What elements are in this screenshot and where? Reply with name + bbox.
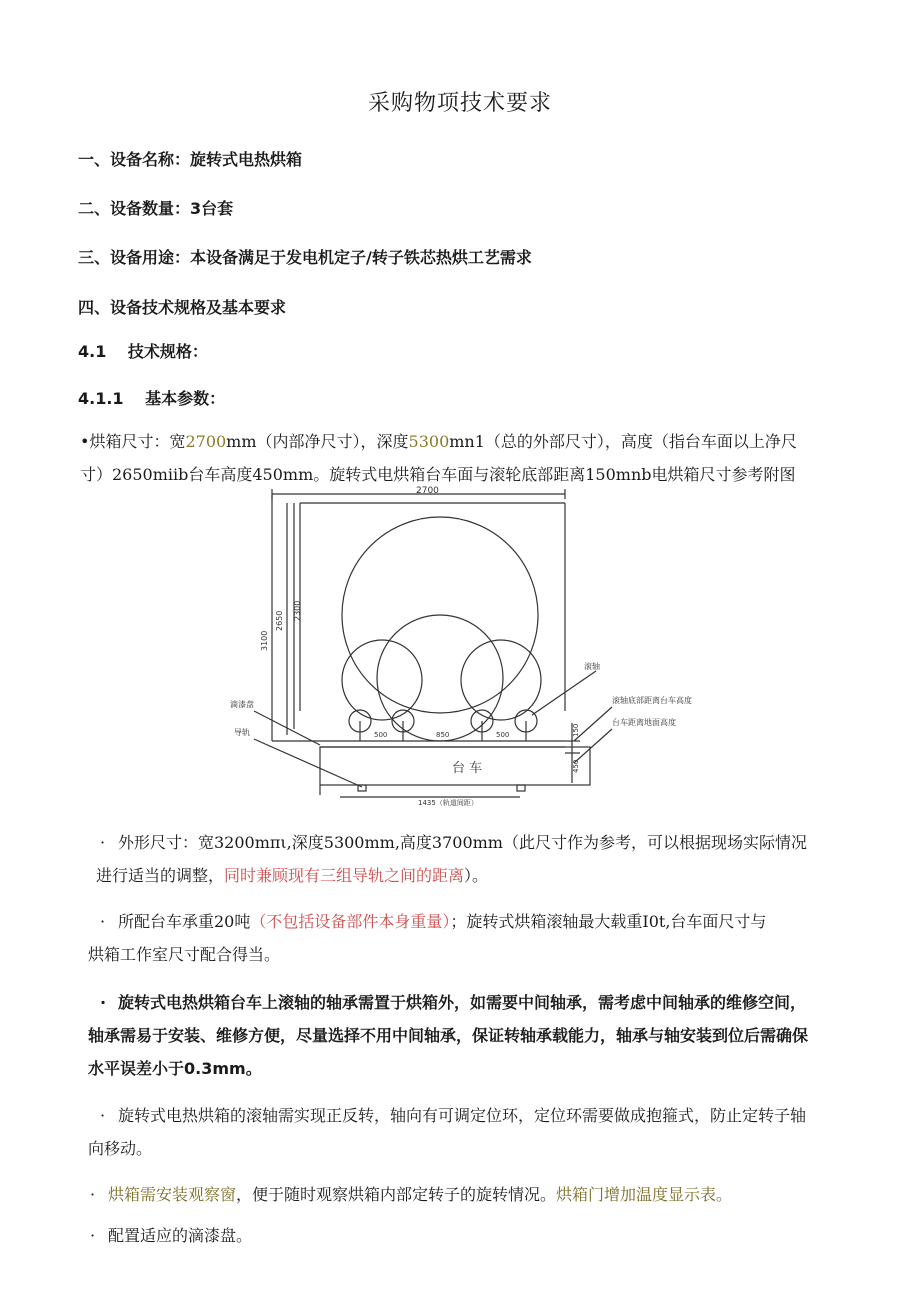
dim-850: 850 [436, 731, 450, 739]
paragraph-roller-rotation [88, 1099, 858, 1165]
bullet: · [100, 833, 106, 852]
bullet: · [90, 1185, 96, 1204]
page-title: 采购物项技术要求 [367, 91, 552, 116]
dim-height-2650: 2650 [275, 610, 284, 631]
highlight-text: 同时兼顾现有三组导轨之间的距离 [224, 866, 465, 885]
dim-500-right: 500 [496, 731, 510, 739]
paragraph-oven-size [80, 425, 850, 491]
section-device-qty: 二、设备数量：3台套 [78, 199, 234, 218]
paragraph-outer-size [88, 826, 858, 892]
label-drip-tray: 滴漆盘 [230, 700, 254, 709]
text: 烘箱工作室尺寸配合得当。 [88, 945, 281, 964]
section-4-1: 4.1 技术规格： [78, 342, 208, 361]
dim-width-label: 2700 [416, 486, 439, 496]
oven-dimension-figure [220, 483, 692, 808]
dim-height-2300: 2300 [293, 600, 302, 621]
section-device-name: 一、设备名称：旋转式电热烘箱 [78, 150, 303, 169]
paragraph-window [78, 1178, 858, 1211]
text: •烘箱尺寸：宽 [80, 432, 186, 451]
text: ，便于随时观察烘箱内部定转子的旋转情况。 [236, 1185, 557, 1204]
bullet: · [100, 1106, 106, 1125]
bullet: · [90, 1226, 96, 1245]
text: mm（内部净尺寸），深度 [226, 432, 409, 451]
text: 向移动。 [88, 1139, 153, 1158]
label-car-height: 台车距离地面高度 [612, 718, 676, 727]
text: ；旋转式烘箱滚轴最大载重I0t,台车面尺寸与 [450, 912, 767, 931]
text: 配置适应的滴漆盘。 [108, 1226, 253, 1245]
dim-rail-gauge: 1435（轨道间距） [418, 799, 478, 807]
label-rail: 导轨 [234, 728, 250, 737]
text: 轴承需易于安装、维修方便，尽量选择不用中间轴承，保证转轴承载能力，轴承与轴安装到位后需确保 [88, 1026, 809, 1045]
text: 水平误差小于0.3mm。 [88, 1059, 262, 1078]
bullet: · [100, 993, 107, 1012]
label-roller-height: 滚轴底部距离台车高度 [612, 696, 692, 705]
paragraph-drip-tray [78, 1219, 858, 1252]
highlight-text: 烘箱需安装观察窗 [108, 1185, 237, 1204]
text: 所配台车承重20吨 [118, 912, 251, 931]
bullet: · [100, 912, 106, 931]
dim-height-3100: 3100 [260, 630, 269, 651]
paragraph-car-load [88, 905, 858, 971]
width-value: 2700 [185, 432, 227, 451]
dim-500-left: 500 [374, 731, 388, 739]
text: ）。 [464, 866, 489, 885]
label-car: 台 车 [452, 761, 483, 776]
text: 寸）2650miib台车高度450mm。旋转式电烘箱台车面与滚轮底部距离150mnb电烘箱尺寸参考附图 [80, 465, 796, 484]
text: 旋转式电热烘箱的滚轴需实现正反转，轴向有可调定位环，定位环需要做成抱箍式，防止定转子轴 [118, 1106, 807, 1125]
text: mn1（总的外部尺寸），高度（指台车面以上净尺 [449, 432, 797, 451]
section-device-use: 三、设备用途：本设备满足于发电机定子/转子铁芯热烘工艺需求 [78, 248, 532, 267]
paragraph-bearing [88, 986, 858, 1085]
section-4-1-1: 4.1.1 基本参数： [78, 389, 226, 408]
text: 进行适当的调整， [96, 866, 225, 885]
highlight-text: 烘箱门增加温度显示表。 [556, 1185, 733, 1204]
depth-value: 5300 [408, 432, 450, 451]
dim-150: 150 [572, 723, 580, 737]
dim-450: 450 [572, 759, 580, 773]
text: 旋转式电热烘箱台车上滚轴的轴承需置于烘箱外，如需要中间轴承，需考虑中间轴承的维修空间， [118, 993, 807, 1012]
section-tech-spec: 四、设备技术规格及基本要求 [78, 298, 287, 317]
label-roller: 滚轴 [584, 662, 600, 671]
text: 外形尺寸：宽3200mπι,深度5300mm,高度3700mm（此尺寸作为参考，可以根据现场实际情况 [118, 833, 807, 852]
highlight-text: （不包括设备部件本身重量） [250, 912, 451, 931]
